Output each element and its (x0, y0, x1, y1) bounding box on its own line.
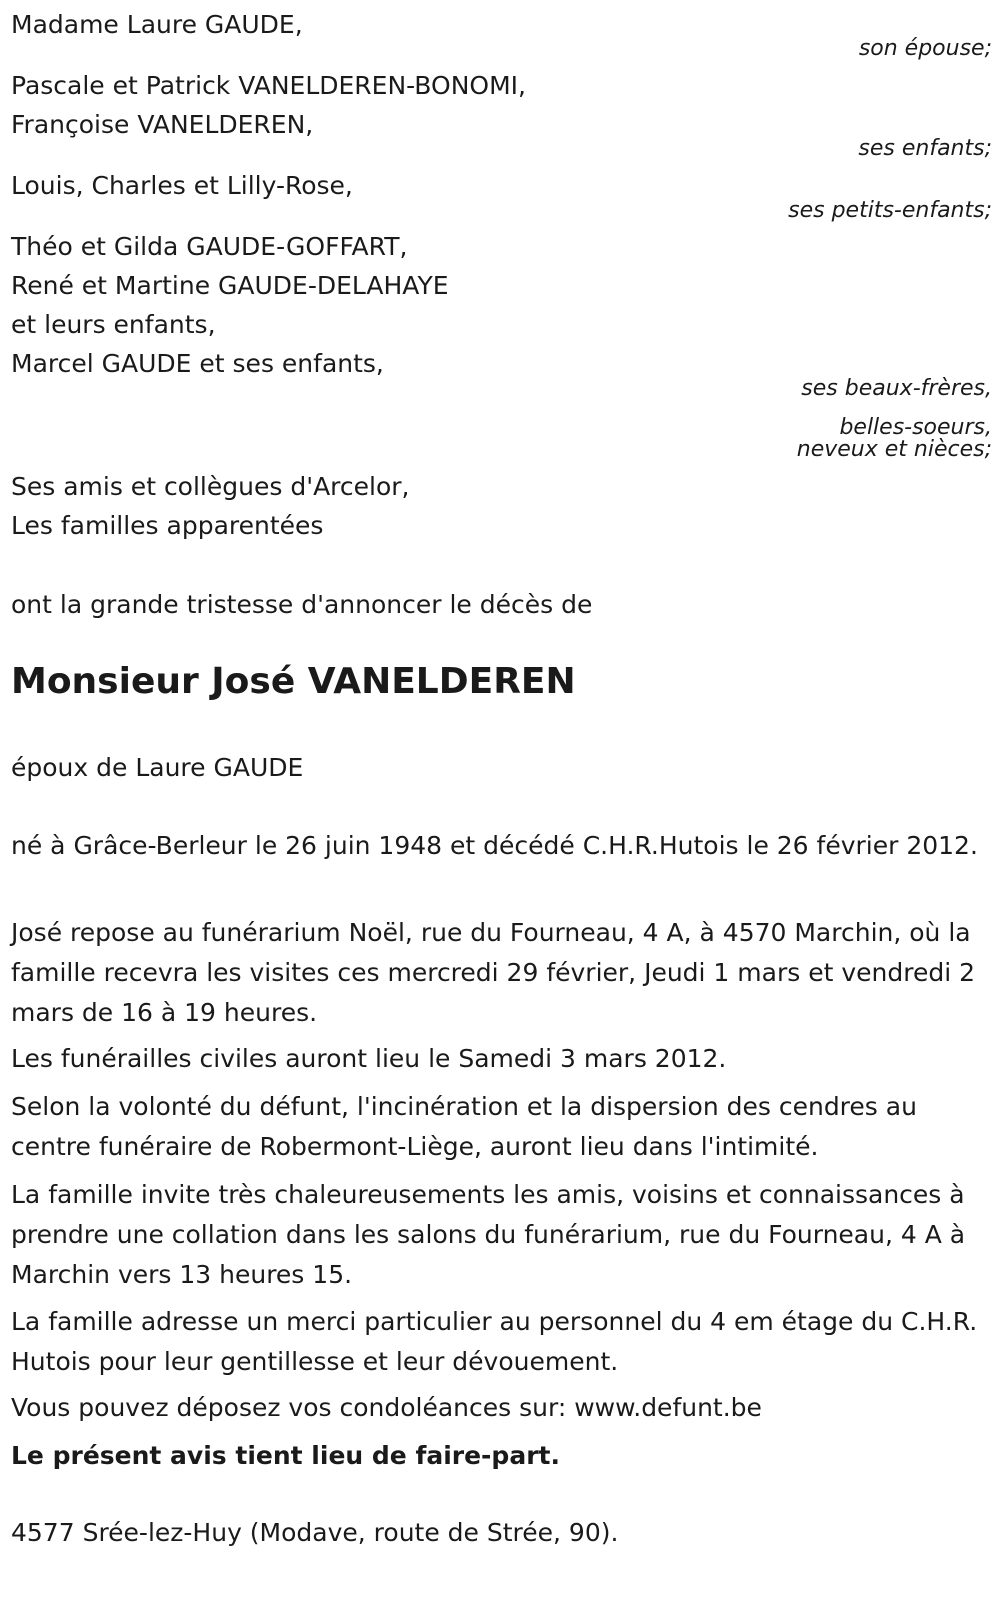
notice-paragraph: Le présent avis tient lieu de faire-part. (11, 1441, 560, 1470)
funeral-paragraph: Les funérailles civiles auront lieu le Samedi 3 mars 2012. (11, 1044, 727, 1073)
collation-paragraph: La famille invite très chaleureusements les amis, voisins et connaissances à prendre une collation dans les salons du funérarium, rue du Fourneau, 4 A à Marchin vers 13 heures 15. (11, 1180, 966, 1289)
inlaws-line-2: René et Martine GAUDE-DELAHAYE (11, 271, 449, 300)
cremation-paragraph: Selon la volonté du défunt, l'incinération et la dispersion des cendres au centre funéraire de Robermont-Liège, auront lieu dans l'intimité. (11, 1092, 917, 1161)
inlaws-line-1: Théo et Gilda GAUDE-GOFFART, (11, 232, 408, 261)
inlaws-line-3: et leurs enfants, (11, 310, 216, 339)
friends-line: Ses amis et collègues d'Arcelor, (11, 472, 410, 501)
grandchildren-line: Louis, Charles et Lilly-Rose, (11, 171, 353, 200)
inlaws-role-1: ses beaux-frères, (801, 376, 992, 401)
address-line: 4577 Srée-lez-Huy (Modave, route de Strée, 90). (11, 1518, 619, 1547)
birth-death-paragraph: né à Grâce-Berleur le 26 juin 1948 et décédé C.H.R.Hutois le 26 février 2012. (11, 831, 978, 860)
thanks-paragraph: La famille adresse un merci particulier au personnel du 4 em étage du C.H.R. Hutois pour leur gentillesse et leur dévouement. (11, 1307, 978, 1376)
repose-paragraph: José repose au funérarium Noël, rue du Fourneau, 4 A, à 4570 Marchin, où la famille recevra les visites ces mercredi 29 février, Jeudi 1 mars et vendredi 2 mars de 16 à 19 heures. (11, 918, 976, 1027)
children-role: ses enfants; (858, 136, 992, 161)
grandchildren-role: ses petits-enfants; (788, 198, 992, 223)
condolences-paragraph: Vous pouvez déposez vos condoléances sur: www.defunt.be (11, 1393, 762, 1422)
announcement-line: ont la grande tristesse d'annoncer le décès de (11, 590, 593, 619)
spouse-role: son épouse; (858, 36, 992, 61)
deceased-name: Monsieur José VANELDEREN (11, 661, 576, 702)
inlaws-role-3: neveux et nièces; (796, 437, 992, 462)
inlaws-line-4: Marcel GAUDE et ses enfants, (11, 349, 384, 378)
related-families-line: Les familles apparentées (11, 511, 324, 540)
children-line-2: Françoise VANELDEREN, (11, 110, 314, 139)
inlaws-role-2: belles-soeurs, (839, 415, 992, 440)
children-line-1: Pascale et Patrick VANELDEREN-BONOMI, (11, 71, 526, 100)
spouse-line: Madame Laure GAUDE, (11, 10, 303, 39)
spouse-of-line: époux de Laure GAUDE (11, 753, 304, 782)
